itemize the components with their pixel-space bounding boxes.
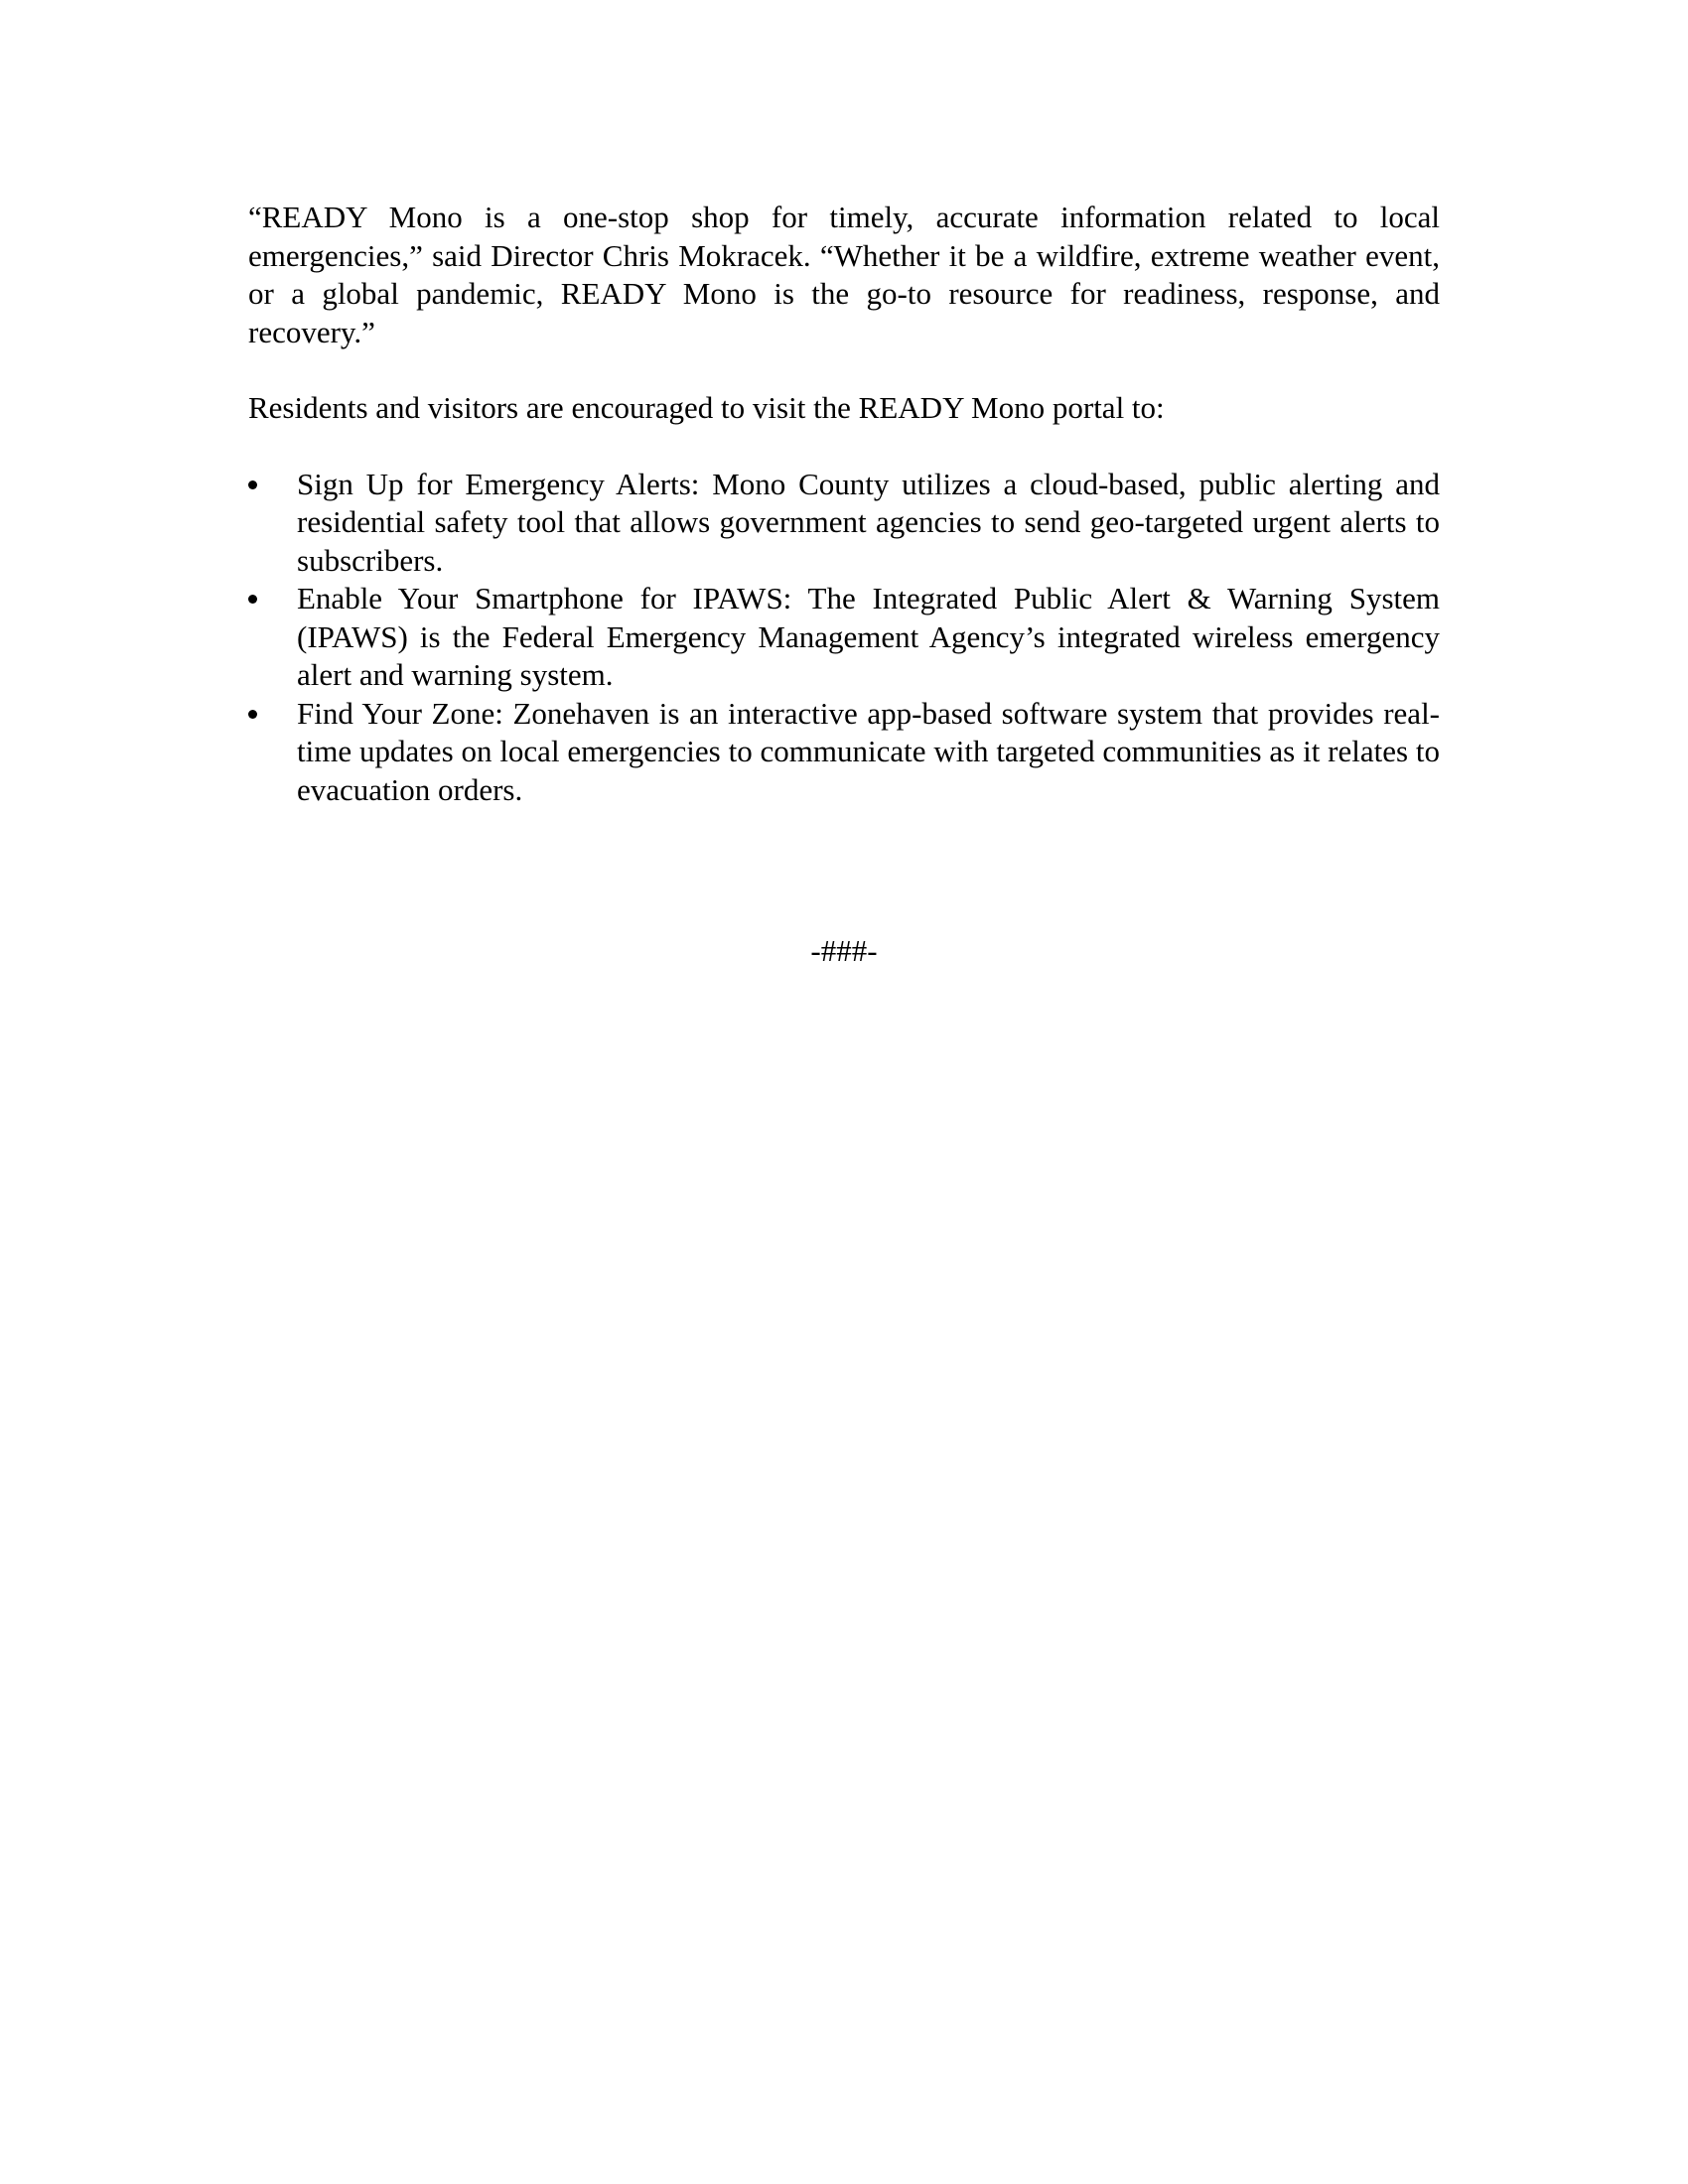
end-of-release-mark: -###- (810, 933, 878, 968)
bullet-icon (248, 480, 257, 489)
list-item (248, 466, 1440, 581)
list-item-text: Find Your Zone: Zonehaven is an interactive app-based software system that provides real-time updates on local emergencies to communicate with targeted communities as it relates to evacuation orders. (297, 695, 1440, 807)
list-item-text: Sign Up for Emergency Alerts: Mono County utilizes a cloud-based, public alerting and residential safety tool that allows government agencies to send geo-targeted urgent alerts to subscribers. (297, 466, 1440, 578)
document-body (248, 199, 1440, 809)
list-item-text: Enable Your Smartphone for IPAWS: The Integrated Public Alert & Warning System (IPAWS) is the Federal Emergency Management Agency’s integrated wireless emergency alert and warning system. (297, 581, 1440, 692)
list-item (248, 695, 1440, 810)
quote-paragraph: “READY Mono is a one-stop shop for timely, accurate information related to local emergencies,” said Director Chris Mokracek. “Whether it be a wildfire, extreme weather event, or a global pandemic, READY Mono is the go-to resource for readiness, response, and recovery.” (248, 200, 1440, 349)
bullet-icon (248, 595, 257, 604)
bullet-list (248, 466, 1440, 810)
intro-paragraph: Residents and visitors are encouraged to visit the READY Mono portal to: (248, 390, 1165, 425)
bullet-icon (248, 710, 257, 719)
list-item (248, 580, 1440, 695)
